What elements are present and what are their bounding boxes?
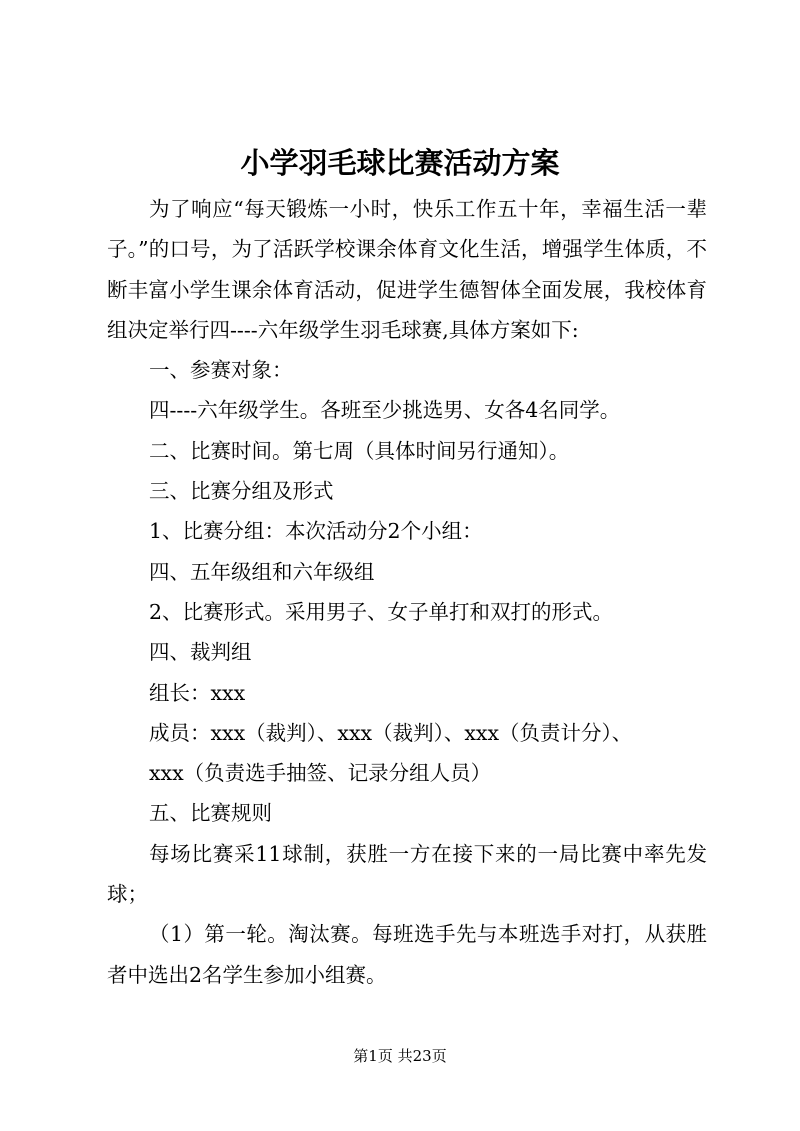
document-body: [107, 189, 707, 995]
paragraph-section-referees: 四、裁判组: [149, 640, 252, 665]
paragraph-section-rules: 五、比赛规则: [149, 801, 272, 826]
paragraph-participants-detail: 四----六年级学生。各班至少挑选男、女各4名同学。: [149, 398, 621, 423]
paragraph-members-continued: xxx（负责选手抽签、记录分组人员）: [149, 761, 492, 786]
paragraph-section-grouping: 三、比赛分组及形式: [149, 479, 334, 504]
paragraph-section-time: 二、比赛时间。第七周（具体时间另行通知）。: [149, 438, 570, 463]
paragraph-intro: 为了响应“每天锻炼一小时，快乐工作五十年，幸福生活一辈子。”的口号，为了活跃学校课余体育文化生活，增强学生体质，不断丰富小学生课余体育活动，促进学生德智体全面发展，我校体育组决定举行四----六年级学生羽毛球赛,具体方案如下:: [107, 197, 707, 342]
paragraph-rules-detail: 每场比赛采11球制，获胜一方在接下来的一局比赛中率先发球；: [107, 841, 707, 907]
paragraph-section-participants: 一、参赛对象：: [149, 358, 293, 383]
paragraph-format: 2、比赛形式。采用男子、女子单打和双打的形式。: [149, 599, 614, 624]
paragraph-grouping-detail: 1、比赛分组：本次活动分2个小组：: [149, 519, 483, 544]
document-title: 小学羽毛球比赛活动方案: [240, 146, 560, 180]
paragraph-members: 成员：xxx（裁判）、xxx（裁判）、xxx（负责计分）、: [149, 720, 633, 745]
page-footer: 第1页 共23页: [353, 1047, 447, 1065]
paragraph-round-one: （1）第一轮。淘汰赛。每班选手先与本班选手对打，从获胜者中选出2名学生参加小组赛。: [107, 922, 707, 987]
paragraph-groups: 四、五年级组和六年级组: [149, 559, 375, 584]
paragraph-leader: 组长：xxx: [149, 680, 246, 705]
